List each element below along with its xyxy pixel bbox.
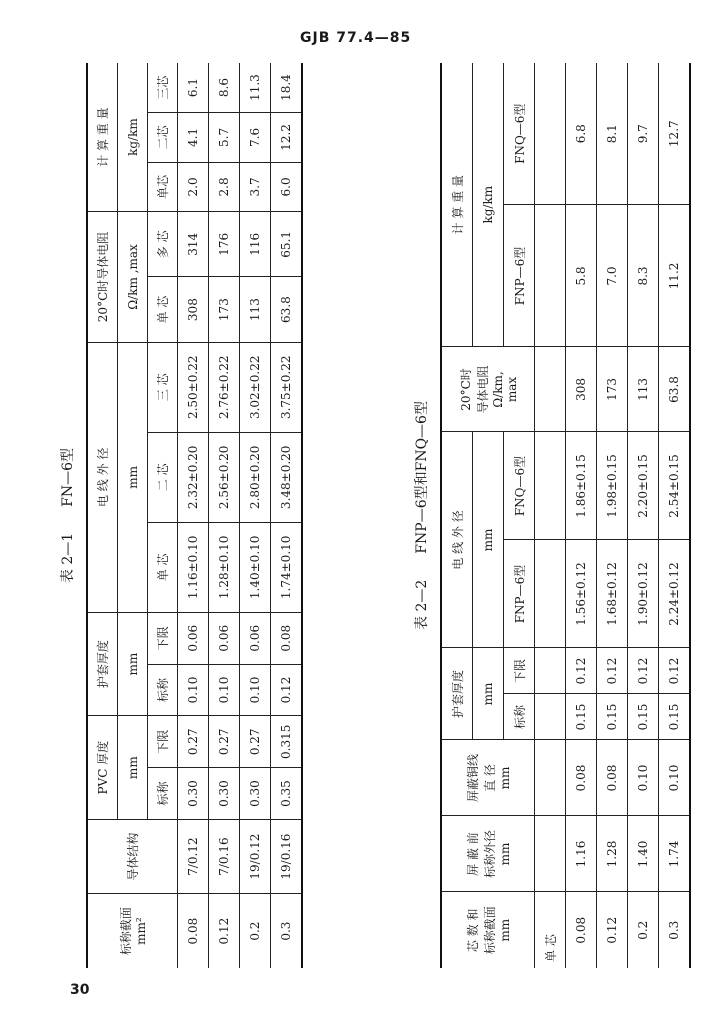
cell-od-fnq: 1.98±0.15 — [597, 432, 628, 540]
header-resistance: 20°C时导体电阻 — [87, 212, 118, 343]
table-2-1 — [48, 63, 350, 968]
header-label: 屏蔽铜线 — [466, 754, 480, 803]
cell-shield-d: 0.10 — [659, 740, 691, 816]
cell-sheath-nom: 0.10 — [209, 664, 240, 716]
cell-sheath-min: 0.12 — [659, 648, 691, 694]
cell-sheath-nom: 0.10 — [240, 664, 271, 716]
cell-od-single: 1.40±0.10 — [240, 522, 271, 612]
cell-structure: 7/0.12 — [178, 819, 209, 893]
cell-res-single: 173 — [209, 277, 240, 342]
cell-w-fnq: 12.7 — [659, 63, 691, 205]
header-unit: mm — [473, 648, 504, 740]
cell-w-double: 7.6 — [240, 113, 271, 163]
cell-pvc-nom: 0.30 — [240, 768, 271, 820]
cell-area: 0.08 — [178, 894, 209, 968]
cell-od-fnp: 1.90±0.12 — [628, 540, 659, 648]
header-unit: Ω/km, — [491, 371, 505, 408]
header-single: 单 芯 — [148, 522, 178, 612]
header-label: 20°C时 — [459, 368, 473, 411]
cell-empty — [535, 694, 566, 740]
cell-w-single: 6.0 — [271, 162, 303, 212]
cell-area: 0.2 — [240, 894, 271, 968]
header-fnq: FNQ—6型 — [504, 432, 535, 540]
cell-shield-d: 0.08 — [566, 740, 597, 816]
cell-od-fnq: 2.54±0.15 — [659, 432, 691, 540]
cell-area: 0.12 — [209, 894, 240, 968]
cell-od-fnp: 1.56±0.12 — [566, 540, 597, 648]
cell-empty — [535, 816, 566, 892]
cell-empty — [535, 63, 566, 205]
header-unit: mm — [118, 612, 148, 716]
table-row — [240, 63, 271, 968]
header-label: 屏 蔽 前 — [466, 832, 480, 876]
cell-res-multi: 176 — [209, 212, 240, 277]
header-label: 标称截面 — [483, 906, 497, 955]
header-res-single: 单 芯 — [148, 277, 178, 342]
cell-pvc-min: 0.27 — [209, 716, 240, 768]
caption-number: 表 2—1 — [60, 532, 76, 584]
cell-od-single: 1.16±0.10 — [178, 522, 209, 612]
cell-area: 0.3 — [659, 892, 691, 968]
header-unit: max — [505, 376, 519, 403]
header-resistance — [441, 347, 535, 432]
header-label: 标称外径 — [483, 830, 497, 879]
cell-res-multi: 65.1 — [271, 212, 303, 277]
cell-od-triple: 3.02±0.22 — [240, 342, 271, 432]
header-shield-wire — [441, 740, 535, 816]
cell-w-fnp: 7.0 — [597, 205, 628, 347]
cell-sheath-min: 0.06 — [178, 612, 209, 664]
cell-empty — [535, 648, 566, 694]
cell-pvc-nom: 0.35 — [271, 768, 303, 820]
cell-od-fnq: 2.20±0.15 — [628, 432, 659, 540]
cell-w-fnp: 5.8 — [566, 205, 597, 347]
header-unit: kg/km — [473, 63, 504, 347]
header-unit: mm — [498, 842, 512, 866]
cell-w-fnp: 8.3 — [628, 205, 659, 347]
cell-w-fnq: 8.1 — [597, 63, 628, 205]
table-row — [178, 63, 209, 968]
cell-w-single: 2.0 — [178, 162, 209, 212]
table-row — [566, 63, 597, 968]
cell-od-triple: 2.50±0.22 — [178, 342, 209, 432]
cell-od-single: 1.74±0.10 — [271, 522, 303, 612]
header-w-fnp: FNP—6型 — [504, 205, 535, 347]
cell-structure: 7/0.16 — [209, 819, 240, 893]
cell-pvc-min: 0.27 — [178, 716, 209, 768]
cell-empty — [535, 540, 566, 648]
caption-title: FN—6型 — [60, 447, 76, 507]
header-unit: mm — [473, 432, 504, 648]
cell-sheath-nom: 0.15 — [597, 694, 628, 740]
cell-w-fnq: 9.7 — [628, 63, 659, 205]
cell-od-double: 2.32±0.20 — [178, 432, 209, 522]
cell-res-multi: 314 — [178, 212, 209, 277]
cell-od-double: 2.80±0.20 — [240, 432, 271, 522]
header-label: 导体电阻 — [476, 365, 490, 414]
cell-empty — [535, 347, 566, 432]
cell-sheath-min: 0.06 — [209, 612, 240, 664]
cell-area: 0.12 — [597, 892, 628, 968]
header-label: 标称截面 — [119, 907, 133, 956]
cell-w-triple: 8.6 — [209, 63, 240, 113]
cell-od-fnq: 1.86±0.15 — [566, 432, 597, 540]
cell-w-fnp: 11.2 — [659, 205, 691, 347]
cell-w-double: 12.2 — [271, 113, 303, 163]
cell-structure: 19/0.12 — [240, 819, 271, 893]
cell-sheath-min: 0.08 — [271, 612, 303, 664]
header-wire-od: 电 线 外 径 — [441, 432, 473, 648]
cell-sheath-nom: 0.10 — [178, 664, 209, 716]
header-lower: 下限 — [504, 648, 535, 694]
header-wire-od: 电 线 外 径 — [87, 342, 118, 612]
header-w-fnq: FNQ—6型 — [504, 63, 535, 205]
header-sheath: 护套厚度 — [441, 648, 473, 740]
header-nominal: 标称 — [148, 664, 178, 716]
header-cores-area — [441, 892, 535, 968]
header-fnp: FNP—6型 — [504, 540, 535, 648]
cell-res-multi: 116 — [240, 212, 271, 277]
cell-sheath-min: 0.12 — [628, 648, 659, 694]
cell-w-double: 5.7 — [209, 113, 240, 163]
header-unit: mm — [498, 918, 512, 942]
table-2-2-grid — [440, 63, 691, 968]
header-unit: Ω/km ,max — [118, 212, 148, 343]
header-unit: mm — [118, 342, 148, 612]
cell-shield-d: 0.08 — [597, 740, 628, 816]
header-unit: kg/km — [118, 63, 148, 212]
header-unit: mm — [498, 766, 512, 790]
header-label: 芯 数 和 — [466, 908, 480, 953]
header-lower: 下限 — [148, 716, 178, 768]
cell-area: 0.08 — [566, 892, 597, 968]
cell-w-triple: 18.4 — [271, 63, 303, 113]
cell-pvc-nom: 0.30 — [178, 768, 209, 820]
cell-pre-od: 1.28 — [597, 816, 628, 892]
cell-res-single: 63.8 — [271, 277, 303, 342]
table-row — [209, 63, 240, 968]
cell-structure: 19/0.16 — [271, 819, 303, 893]
cell-od-triple: 2.76±0.22 — [209, 342, 240, 432]
caption-number: 表 2—2 — [414, 579, 430, 630]
cell-od-double: 2.56±0.20 — [209, 432, 240, 522]
cell-pvc-min: 0.315 — [271, 716, 303, 768]
table-row — [659, 63, 691, 968]
header-weight: 计 算 重 量 — [441, 63, 473, 347]
cell-empty — [535, 740, 566, 816]
header-label: 直 径 — [483, 764, 497, 792]
header-w-double: 二芯 — [148, 113, 178, 163]
cell-group-label: 单 芯 — [535, 892, 566, 968]
header-lower: 下限 — [148, 612, 178, 664]
cell-res-single: 113 — [240, 277, 271, 342]
cell-resistance: 113 — [628, 347, 659, 432]
caption-title: FNP—6型和FNQ—6型 — [414, 401, 430, 554]
header-nominal-area — [87, 894, 178, 968]
cell-resistance: 173 — [597, 347, 628, 432]
cell-pre-od: 1.74 — [659, 816, 691, 892]
cell-area: 0.3 — [271, 894, 303, 968]
table-group-row — [535, 63, 566, 968]
cell-empty — [535, 432, 566, 540]
header-pre-shield-od — [441, 816, 535, 892]
table-row — [271, 63, 303, 968]
header-weight: 计 算 重 量 — [87, 63, 118, 212]
cell-od-fnp: 1.68±0.12 — [597, 540, 628, 648]
table-2-2 — [402, 63, 681, 968]
header-sheath: 护套厚度 — [87, 612, 118, 716]
cell-area: 0.2 — [628, 892, 659, 968]
header-pvc: PVC 厚度 — [87, 716, 118, 820]
cell-w-single: 2.8 — [209, 162, 240, 212]
cell-sheath-nom: 0.15 — [659, 694, 691, 740]
cell-sheath-min: 0.06 — [240, 612, 271, 664]
cell-od-single: 1.28±0.10 — [209, 522, 240, 612]
cell-sheath-nom: 0.15 — [628, 694, 659, 740]
header-unit: mm² — [134, 917, 148, 945]
cell-od-fnp: 2.24±0.12 — [659, 540, 691, 648]
cell-pvc-min: 0.27 — [240, 716, 271, 768]
header-res-multi: 多 芯 — [148, 212, 178, 277]
header-triple: 三 芯 — [148, 342, 178, 432]
cell-sheath-min: 0.12 — [566, 648, 597, 694]
header-nominal: 标称 — [504, 694, 535, 740]
header-conductor: 导体结构 — [87, 819, 178, 893]
standard-header: GJB 77.4—85 — [300, 30, 412, 46]
cell-w-triple: 11.3 — [240, 63, 271, 113]
cell-pre-od: 1.16 — [566, 816, 597, 892]
cell-sheath-nom: 0.12 — [271, 664, 303, 716]
cell-w-single: 3.7 — [240, 162, 271, 212]
cell-sheath-min: 0.12 — [597, 648, 628, 694]
header-nominal: 标称 — [148, 768, 178, 820]
cell-w-fnq: 6.8 — [566, 63, 597, 205]
header-unit: mm — [118, 716, 148, 820]
header-double: 二 芯 — [148, 432, 178, 522]
table-2-1-grid — [86, 63, 303, 968]
page-number: 30 — [70, 982, 90, 998]
table-caption — [402, 63, 440, 968]
table-row — [597, 63, 628, 968]
cell-od-double: 3.48±0.20 — [271, 432, 303, 522]
cell-sheath-nom: 0.15 — [566, 694, 597, 740]
cell-res-single: 308 — [178, 277, 209, 342]
cell-empty — [535, 205, 566, 347]
cell-od-triple: 3.75±0.22 — [271, 342, 303, 432]
cell-resistance: 308 — [566, 347, 597, 432]
cell-w-triple: 6.1 — [178, 63, 209, 113]
table-caption — [48, 63, 86, 968]
table-row — [628, 63, 659, 968]
cell-pvc-nom: 0.30 — [209, 768, 240, 820]
cell-resistance: 63.8 — [659, 347, 691, 432]
header-w-triple: 三芯 — [148, 63, 178, 113]
cell-shield-d: 0.10 — [628, 740, 659, 816]
cell-w-double: 4.1 — [178, 113, 209, 163]
header-w-single: 单芯 — [148, 162, 178, 212]
cell-pre-od: 1.40 — [628, 816, 659, 892]
